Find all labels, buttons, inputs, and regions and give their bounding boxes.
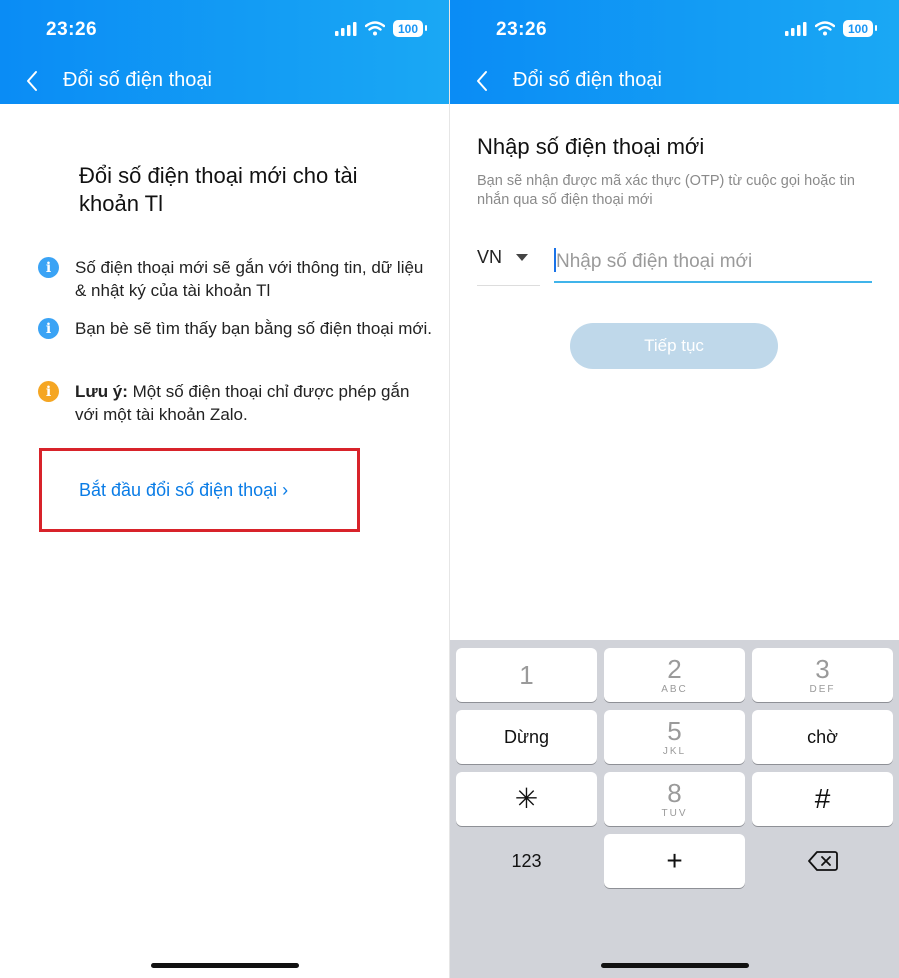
backspace-icon bbox=[808, 850, 838, 872]
back-button[interactable] bbox=[26, 68, 46, 94]
key-digit: 2 bbox=[667, 654, 682, 684]
key-letters: JKL bbox=[662, 746, 687, 757]
key-letters: DEF bbox=[809, 684, 836, 695]
status-time: 23:26 bbox=[46, 19, 98, 40]
text-caret bbox=[554, 248, 556, 272]
key-hash[interactable] bbox=[752, 772, 893, 826]
status-time: 23:26 bbox=[496, 19, 548, 40]
note-item bbox=[38, 380, 433, 426]
info-text: Số điện thoại mới sẽ gắn với thông tin, dữ liệu & nhật ký của tài khoản Tl bbox=[75, 258, 424, 300]
start-link-label: Bắt đầu đổi số điện thoại bbox=[79, 480, 278, 500]
back-chevron-icon bbox=[476, 70, 488, 92]
hash-icon: # bbox=[814, 783, 831, 814]
phone-number-input[interactable] bbox=[554, 243, 872, 283]
key-digit: 8 bbox=[667, 778, 682, 808]
info-item bbox=[38, 256, 433, 302]
key-5[interactable] bbox=[604, 710, 745, 764]
country-code-underline bbox=[477, 285, 540, 286]
key-8[interactable] bbox=[604, 772, 745, 826]
key-star[interactable] bbox=[456, 772, 597, 826]
country-code-value: VN bbox=[477, 247, 503, 267]
country-code-select[interactable] bbox=[477, 247, 528, 268]
continue-button[interactable]: Tiếp tục bbox=[570, 323, 778, 369]
info-icon: i bbox=[38, 318, 59, 339]
battery-icon: 100 bbox=[393, 20, 423, 37]
numeric-keypad bbox=[450, 640, 899, 978]
note-text bbox=[75, 380, 433, 426]
wifi-icon bbox=[365, 21, 385, 36]
back-button[interactable] bbox=[476, 68, 496, 94]
note-body: Một số điện thoại chỉ được phép gắn với một tài khoản Zalo. bbox=[75, 382, 410, 424]
home-indicator bbox=[601, 963, 749, 968]
signal-icon bbox=[335, 22, 357, 36]
nav-title: Đổi số điện thoại bbox=[63, 69, 212, 91]
intro-title: Đổi số điện thoại mới cho tài khoản Tl bbox=[79, 163, 358, 216]
signal-icon bbox=[785, 22, 807, 36]
key-label: 123 bbox=[511, 850, 542, 871]
back-chevron-icon bbox=[26, 70, 38, 92]
key-label: chờ bbox=[807, 726, 838, 747]
key-digit: 5 bbox=[667, 716, 682, 746]
start-change-number-link[interactable] bbox=[79, 480, 288, 501]
intro-screen bbox=[0, 0, 449, 978]
enter-number-screen bbox=[450, 0, 899, 978]
plus-icon: + bbox=[666, 845, 683, 876]
key-label: Dừng bbox=[503, 726, 550, 747]
key-3[interactable] bbox=[752, 648, 893, 702]
battery-icon: 100 bbox=[843, 20, 873, 37]
key-backspace[interactable] bbox=[752, 834, 893, 888]
key-digit: 1 bbox=[519, 660, 534, 690]
dropdown-arrow-icon bbox=[516, 254, 528, 261]
asterisk-icon: ✳ bbox=[514, 783, 539, 814]
nav-title: Đổi số điện thoại bbox=[513, 69, 662, 91]
status-icons bbox=[785, 20, 873, 37]
wifi-icon bbox=[815, 21, 835, 36]
form-description: Bạn sẽ nhận được mã xác thực (OTP) từ cuộc gọi hoặc tin nhắn qua số điện thoại mới bbox=[477, 173, 855, 208]
note-label: Lưu ý: bbox=[75, 382, 128, 401]
home-indicator bbox=[151, 963, 299, 968]
key-plus[interactable] bbox=[604, 834, 745, 888]
key-1[interactable] bbox=[456, 648, 597, 702]
key-wait[interactable] bbox=[752, 710, 893, 764]
form-title: Nhập số điện thoại mới bbox=[477, 134, 705, 159]
info-item bbox=[38, 317, 433, 340]
key-mode-123[interactable] bbox=[456, 834, 597, 888]
key-letters: TUV bbox=[661, 808, 688, 819]
key-letters: ABC bbox=[661, 684, 688, 695]
header-bar bbox=[0, 0, 449, 104]
key-digit: 3 bbox=[815, 654, 830, 684]
key-2[interactable] bbox=[604, 648, 745, 702]
header-bar bbox=[450, 0, 899, 104]
info-icon: i bbox=[38, 257, 59, 278]
chevron-right-icon: › bbox=[282, 480, 289, 500]
key-pause[interactable] bbox=[456, 710, 597, 764]
status-icons bbox=[335, 20, 423, 37]
info-text: Bạn bè sẽ tìm thấy bạn bằng số điện thoại mới. bbox=[75, 319, 433, 338]
warning-icon: i bbox=[38, 381, 59, 402]
